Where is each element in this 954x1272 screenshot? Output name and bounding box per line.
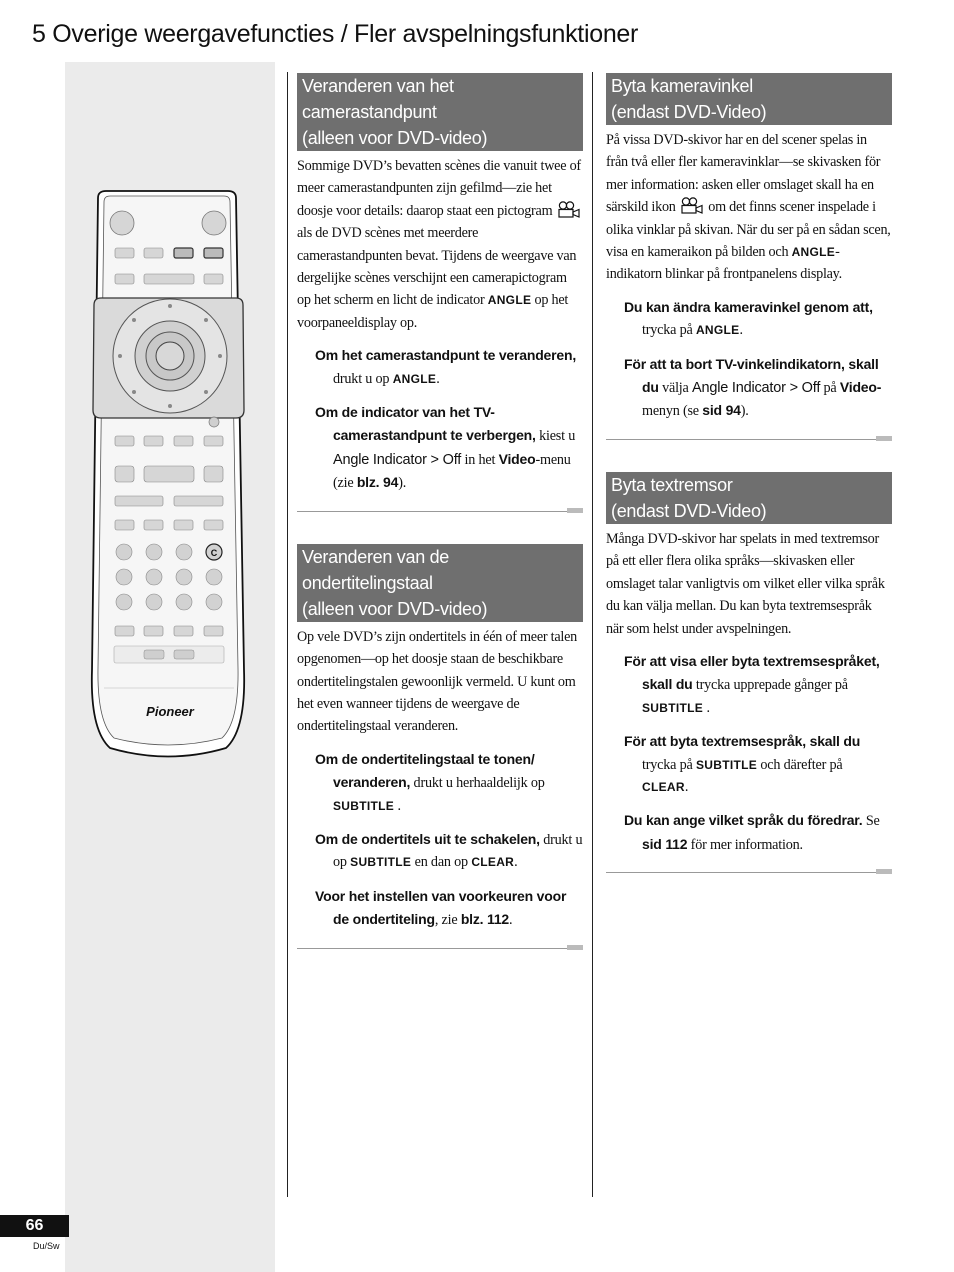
language-code: Du/Sw [33, 1241, 60, 1251]
list-item: För att ta bort TV-vinkelindikatorn, skall du välja Angle Indicator > Off på Video-menyn (se sid 94). [624, 355, 882, 420]
section-heading-subtitle-sv: Byta textremsor (endast DVD-Video) [606, 472, 892, 524]
list-item: Om de indicator van het TV-camerastandpunt te verbergen, kiest u Angle Indicator > Off in het Video-menu (zie blz. 94). [315, 404, 576, 492]
section-end-rule [606, 867, 892, 875]
section-end-rule [297, 506, 583, 514]
section-heading-camera-sv: Byta kameravinkel (endast DVD-Video) [606, 73, 892, 125]
list-item: Voor het instellen van voorkeuren voor de ondertiteling, zie blz. 112. [315, 887, 567, 929]
subtitle-intro-sv: Många DVD-skivor har spelats in med textremsor på ett eller flera olika språks—skivasken eller omslaget talar vanligtvis om vilket eller vilka språk du kan välja mellan. Du kan byta textremsespråk när som helst under avspelningen. [606, 530, 885, 637]
column-divider-left [287, 72, 288, 1197]
remote-control-illustration [86, 190, 251, 760]
section-end-rule [297, 943, 583, 951]
camera-angle-icon [558, 201, 580, 218]
swedish-column [606, 73, 892, 905]
list-item: Du kan ange vilket språk du föredrar. Se sid 112 för mer information. [624, 812, 880, 853]
section-heading-subtitle-nl: Veranderen van de ondertitelingstaal (alleen voor DVD-video) [297, 544, 583, 622]
section-end-rule [606, 434, 892, 442]
list-item: För att visa eller byta textremsespråket, skall du trycka upprepade gånger på SUBTITLE . [624, 652, 880, 716]
list-item: Du kan ändra kameravinkel genom att, trycka på ANGLE. [624, 298, 873, 339]
clear-key-label: C [210, 548, 218, 558]
camera-intro-nl: Sommige DVD’s bevatten scènes die vanuit twee of meer camerastandpunten zijn gefilmd—zie het doosje voor details: daarop staat een pictogram als de DVD scènes met meerdere camerastandpunten bevat. Tijdens de weergave van dergelijke scènes verschijnt een camerapictogram op het scherm en licht de indicator ANGLE op het voorpaneeldisplay op. [297, 158, 581, 331]
subtitle-intro-nl: Op vele DVD’s zijn ondertitels in één of meer talen opgenomen—op het doosje staan de beschikbare ondertitelingstalen gewoonlijk vermeld. U kunt om het even wanneer tijdens de weergave de ondertitelingstaal veranderen. [297, 628, 577, 735]
list-item: Om de ondertitels uit te schakelen, drukt u op SUBTITLE en dan op CLEAR. [315, 830, 583, 871]
list-item: Om de ondertitelingstaal te tonen/ veranderen, drukt u herhaaldelijk op SUBTITLE . [315, 750, 545, 814]
section-heading-camera-nl: Veranderen van het camerastandpunt (alleen voor DVD-video) [297, 73, 583, 151]
list-item: Om het camerastandpunt te veranderen, drukt u op ANGLE. [315, 347, 577, 387]
camera-angle-icon [681, 197, 703, 214]
page-number: 66 [0, 1215, 69, 1237]
column-divider-right [592, 72, 593, 1197]
list-item: För att byta textremsespråk, skall du trycka på SUBTITLE och därefter på CLEAR. [624, 733, 861, 795]
page-title: 5 Overige weergavefuncties / Fler avspelningsfunktioner [32, 20, 639, 48]
remote-brand-logo: Pioneer [146, 704, 194, 719]
dutch-column [297, 73, 583, 981]
camera-intro-sv: På vissa DVD-skivor har en del scener spelas in från två eller fler kameravinklar—se skivasken för mer information: asken eller omslaget skall ha en särskild ikon om det finns scener inspelade i olika vinklar på skivan. När du ser på en sådan scen, visa en kameraikon på bilden och ANGLE-indikatorn blinkar på frontpanelens display. [606, 132, 891, 283]
